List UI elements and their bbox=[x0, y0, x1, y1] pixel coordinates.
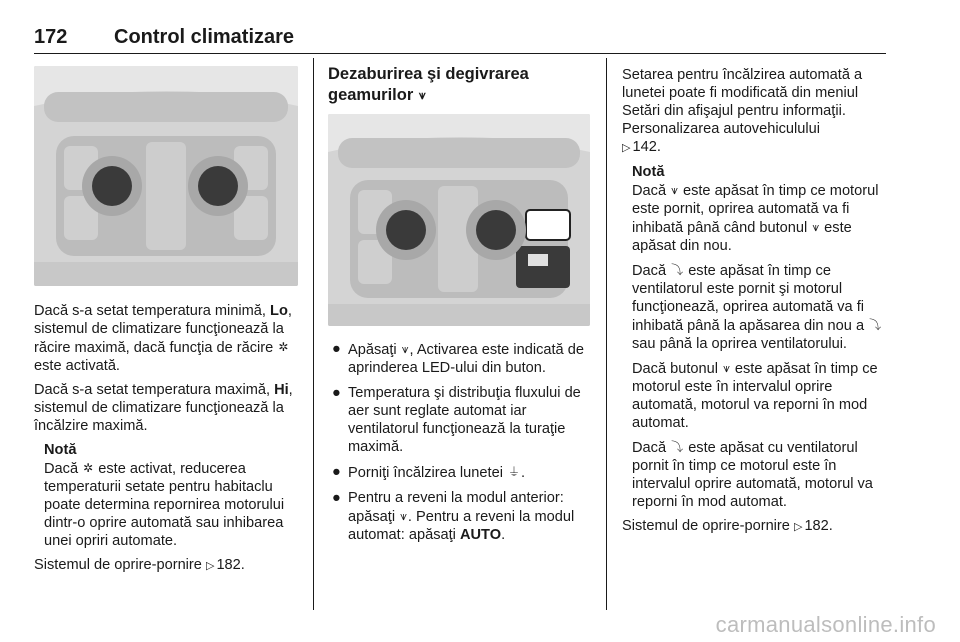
note-text: Dacă ✲ este activat, reducerea temperaturii setate pentru habitaclu poate determina repornirea motorului dintr-o oprire automată sau inhibarea unei opriri automate. bbox=[44, 461, 285, 549]
defrost-icon: ⩛ bbox=[723, 361, 730, 375]
page-number: 172 bbox=[34, 26, 68, 48]
defrost-icon: ⩛ bbox=[812, 220, 820, 234]
paragraph-rear-heater-setting: Setarea pentru încălzirea automată a lunetei poate fi modificată din meniul Setări din afişajul pentru informaţii. Personalizarea autovehiculului ▷ 142. bbox=[622, 67, 863, 155]
note-title: Notă bbox=[44, 442, 77, 458]
defrost-icon: ⩛ bbox=[671, 183, 678, 197]
section-heading: Dezaburirea şi degivrarea geamurilor ⩛ bbox=[328, 65, 529, 104]
list-item: ● Apăsaţi ⩛, Activarea este indicată de aprinderea LED-ului din buton. bbox=[332, 341, 584, 376]
cross-reference: Sistemul de oprire-pornire ▷ 182. bbox=[622, 518, 833, 534]
list-item: ● Pentru a reveni la modul anterior: apăsaţi ⩛. Pentru a reveni la modul automat: apăsaţi AUTO. bbox=[332, 490, 575, 543]
steps-list bbox=[328, 340, 592, 544]
fan-icon: ⤵ bbox=[869, 318, 882, 332]
note-text: Dacă ⩛ este apăsat în timp ce motorul este pornit, oprirea automată va fi inhibată până când butonul ⩛ este apăsat din nou. bbox=[632, 183, 879, 254]
climate-panel-photo bbox=[34, 66, 298, 286]
arrow-icon: ▷ bbox=[205, 560, 215, 572]
note-text: Dacă butonul ⩛ este apăsat în timp ce motorul este în intervalul oprire automată, motorul va reporni în mod automat. bbox=[632, 361, 878, 431]
cross-reference: Sistemul de oprire-pornire ▷ 182. bbox=[34, 557, 245, 573]
fan-icon: ⤵ bbox=[671, 440, 684, 454]
paragraph-min-temp: Dacă s-a setat temperatura minimă, Lo, sistemul de climatizare funcţionează la răcire maximă, dacă funcţia de răcire ✲ este activată. bbox=[34, 303, 292, 374]
cool-icon: ✲ bbox=[278, 340, 289, 354]
climate-panel-photo bbox=[328, 114, 590, 326]
page-header bbox=[34, 24, 886, 54]
note-title: Notă bbox=[632, 164, 665, 180]
arrow-icon: ▷ bbox=[793, 521, 803, 533]
watermark: carmanualsonline.info bbox=[715, 612, 936, 637]
list-item: ● Porniţi încălzirea lunetei ⏚. bbox=[332, 464, 526, 481]
note-text: Dacă ⤵ este apăsat cu ventilatorul pornit în timp ce motorul este în intervalul oprire automată, motorul va reporni în mod automat. bbox=[632, 440, 873, 510]
column-divider bbox=[606, 58, 607, 610]
rear-window-heater-icon: ⏚ bbox=[508, 465, 521, 479]
cool-icon: ✲ bbox=[83, 461, 94, 475]
defrost-icon: ⩛ bbox=[400, 509, 407, 523]
fan-icon: ⤵ bbox=[671, 263, 684, 277]
paragraph-max-temp: Dacă s-a setat temperatura maximă, Hi, sistemul de climatizare funcţionează la încălzire maximă. bbox=[34, 382, 293, 434]
defrost-icon: ⩛ bbox=[418, 88, 426, 102]
note-block bbox=[622, 163, 886, 511]
note-block bbox=[34, 441, 298, 550]
defrost-icon: ⩛ bbox=[401, 342, 409, 356]
list-item: ● Temperatura şi distribuţia fluxului de aer sunt reglate automat iar ventilatorul funcţionează la turaţie maximă. bbox=[332, 385, 581, 455]
middle-column bbox=[328, 58, 592, 551]
left-column bbox=[34, 58, 298, 581]
right-column bbox=[622, 66, 886, 542]
chapter-title: Control climatizare bbox=[114, 26, 295, 48]
note-text: Dacă ⤵ este apăsat în timp ce ventilatorul este pornit şi motorul funcţionează, oprirea automată va fi inhibată până la apăsarea din nou a ⤵ sau până la oprirea ventilatorului. bbox=[632, 263, 882, 352]
arrow-icon: ▷ bbox=[622, 142, 631, 154]
column-divider bbox=[313, 58, 314, 610]
